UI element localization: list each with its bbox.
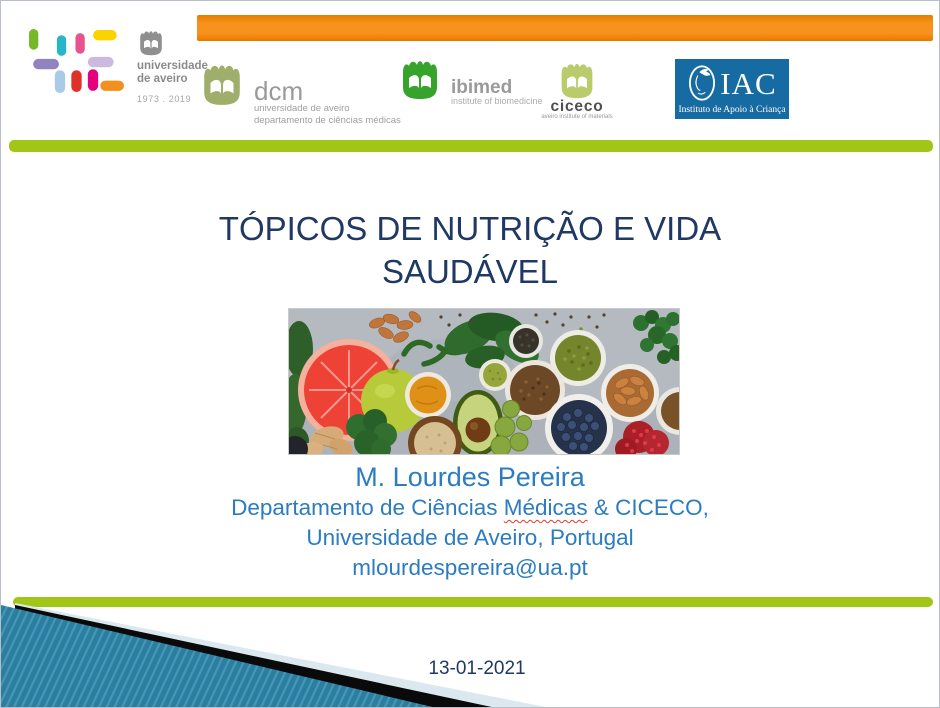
ciceco-logo [535,61,619,120]
iac-logo [675,59,789,119]
ciceco-castle-icon [557,61,597,99]
dcm-subline-2: departamento de ciências médicas [254,115,401,127]
dcm-castle-icon [199,62,245,106]
healthy-food-photo [288,308,680,455]
iac-acronym: IAC [720,65,777,101]
slide-title-line2: SAUDÁVEL [381,253,559,290]
ciceco-acronym: ciceco [550,98,604,115]
slide-date: 13-01-2021 [428,658,526,679]
ua-castle-icon [137,29,165,56]
iac-child-dove-icon [687,63,717,103]
ua-40-years-logo [29,29,208,104]
dcm-subline-1: universidade de aveiro [254,103,350,114]
ua-anniversary-years: 1973 . 2019 [137,94,192,105]
author-name: M. Lourdes Pereira [355,462,585,492]
iac-subline: Instituto de Apoio à Criança [678,105,786,115]
ibimed-castle-icon [398,58,442,100]
ua-40-digits-icon [29,29,124,93]
almond-bowl [601,364,659,422]
orange-accent-bar [197,15,933,41]
slide-title-line1: TÓPICOS DE NUTRIÇÃO E VIDA [218,210,722,247]
ibimed-logo [398,58,543,108]
turmeric-bowl [405,372,451,418]
slide-title [61,207,879,293]
author-affiliation-line1: Departamento de Ciências Médicas & CICECO, [231,495,709,520]
ciceco-subline: aveiro institute of materials [541,114,613,120]
ua-name-line2: de aveiro [137,73,188,86]
spellcheck-word: Médicas [503,495,588,520]
green-accent-bar-top [9,140,933,152]
dcm-acronym: dcm [254,76,304,106]
ibimed-subline: institute of biomedicine [451,96,543,106]
ibimed-acronym: ibimed [451,77,513,98]
ua-name-line1: universidade [137,60,208,72]
corner-triangles-decoration [1,600,581,708]
peppercorn-bowl [509,324,543,358]
author-block [1,461,939,583]
author-affiliation-line2: Universidade de Aveiro, Portugal [306,525,634,550]
author-email: mlourdespereira@ua.pt [352,555,588,580]
dcm-logo [199,62,401,128]
